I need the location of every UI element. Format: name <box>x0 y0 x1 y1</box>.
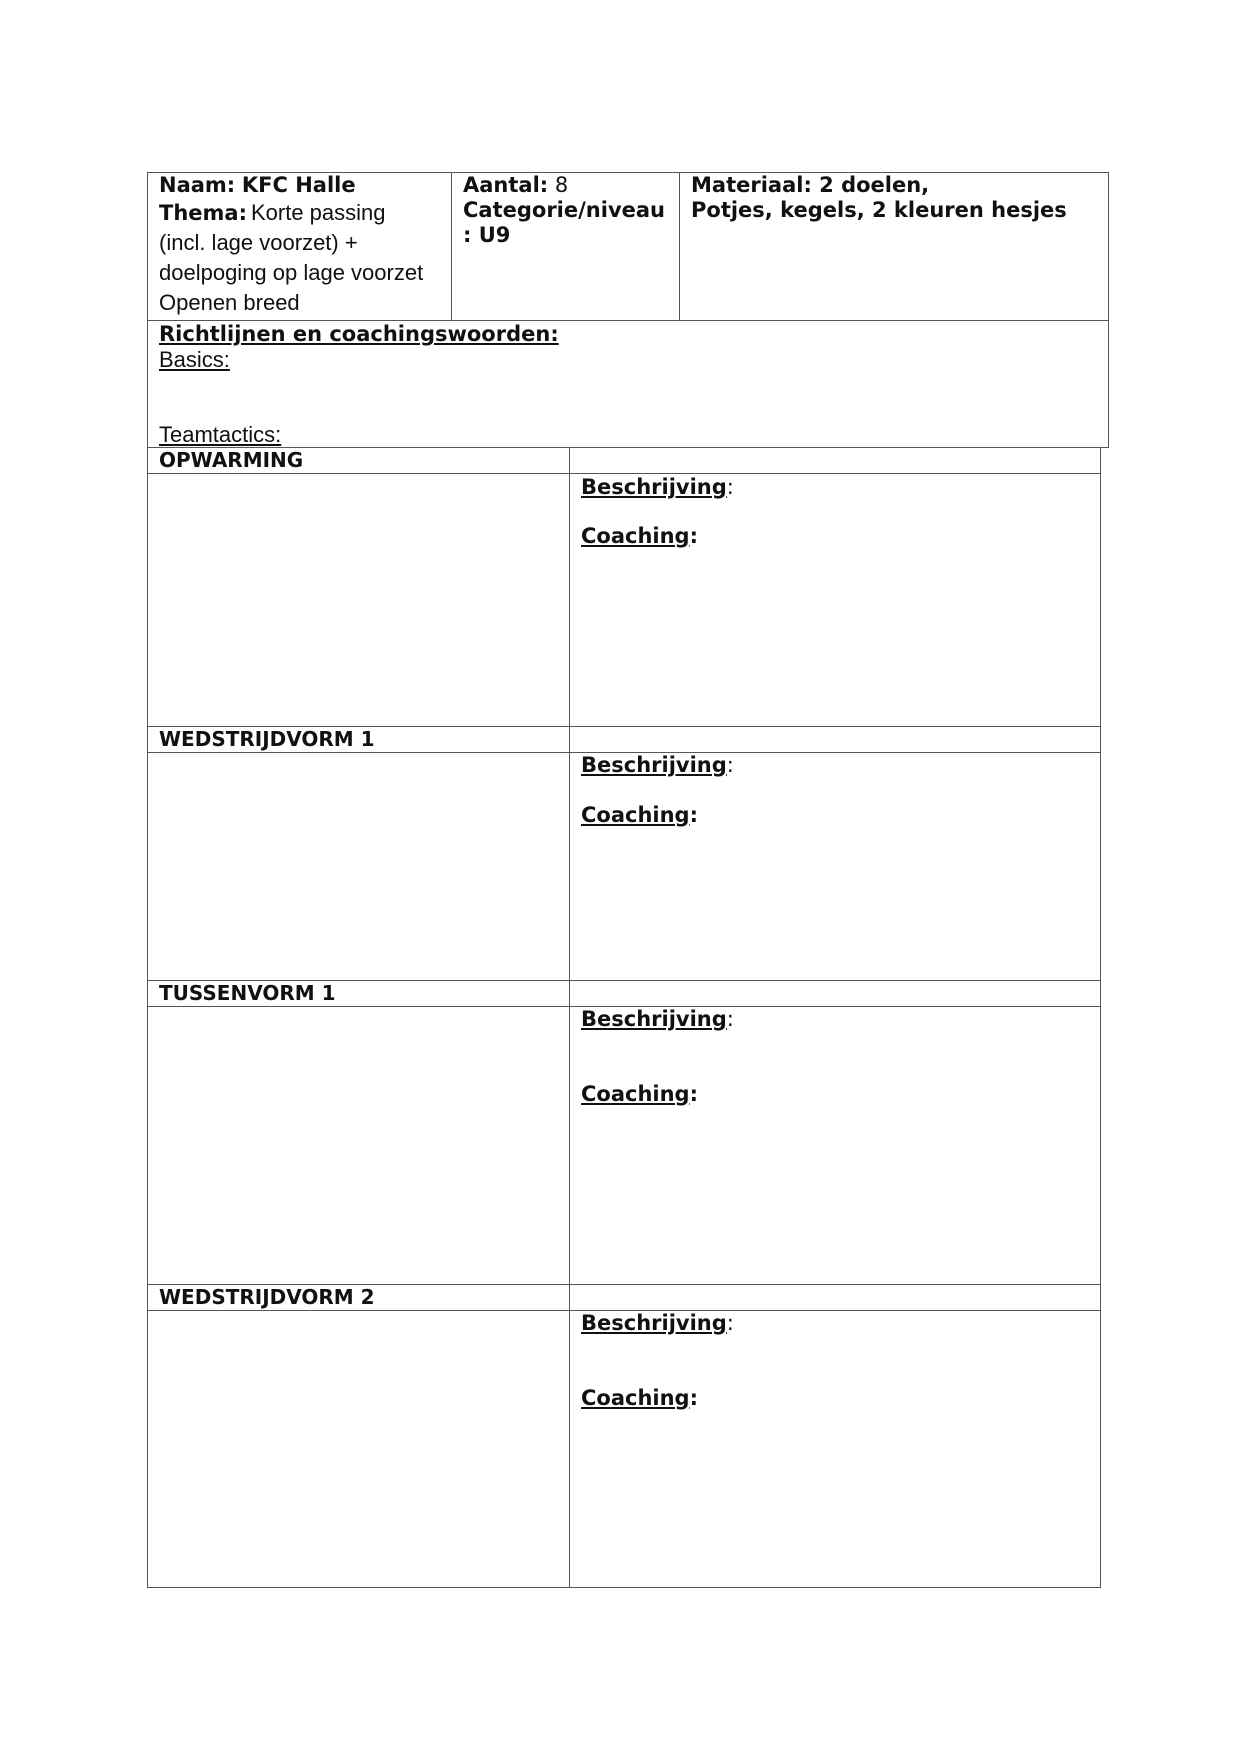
coaching-text: Coaching <box>581 524 690 548</box>
naam-value: KFC Halle <box>241 173 356 197</box>
beschrijving-label <box>581 475 734 499</box>
section-title-wedstrijdvorm-1: WEDSTRIJDVORM 1 <box>159 727 375 751</box>
coaching-text: Coaching <box>581 803 690 827</box>
section-header-right <box>569 726 1101 753</box>
section-title-tussenvorm-1: TUSSENVORM 1 <box>159 981 336 1005</box>
coaching-label <box>581 803 698 827</box>
materiaal-line-2: Potjes, kegels, 2 kleuren hesjes <box>691 198 1067 222</box>
section-description-area <box>569 473 1101 727</box>
section-diagram-area <box>147 473 570 727</box>
coaching-colon: : <box>689 524 698 548</box>
naam-label: Naam: <box>159 173 236 197</box>
beschrijving-text: Beschrijving <box>581 475 727 499</box>
section-header-right <box>569 447 1101 474</box>
beschrijving-label <box>581 1007 734 1031</box>
section-description-area <box>569 1006 1101 1285</box>
coaching-colon: : <box>689 1386 698 1410</box>
section-description-area <box>569 752 1101 981</box>
categorie-line-1: Categorie/niveau <box>463 198 665 222</box>
beschrijving-colon: : <box>726 1311 734 1335</box>
section-title-opwarming: OPWARMING <box>159 448 304 472</box>
thema-line-1: Korte passing <box>250 200 386 225</box>
coaching-colon: : <box>689 1082 698 1106</box>
thema-line-4: Openen breed <box>159 290 300 315</box>
beschrijving-label <box>581 1311 734 1335</box>
coaching-label <box>581 1386 698 1410</box>
aantal-label: Aantal: <box>463 173 549 197</box>
beschrijving-text: Beschrijving <box>581 753 727 777</box>
beschrijving-colon: : <box>726 1007 734 1031</box>
section-title-wedstrijdvorm-2: WEDSTRIJDVORM 2 <box>159 1285 375 1309</box>
section-diagram-area <box>147 1310 570 1588</box>
categorie-line-2: : U9 <box>463 223 511 247</box>
section-description-area <box>569 1310 1101 1588</box>
beschrijving-text: Beschrijving <box>581 1311 727 1335</box>
beschrijving-text: Beschrijving <box>581 1007 727 1031</box>
beschrijving-label <box>581 753 734 777</box>
naam-line <box>159 173 356 197</box>
coaching-label <box>581 1082 698 1106</box>
coaching-colon: : <box>689 803 698 827</box>
section-header-right <box>569 980 1101 1007</box>
thema-label: Thema: <box>159 201 247 225</box>
materiaal-line-1: Materiaal: 2 doelen, <box>691 173 930 197</box>
beschrijving-colon: : <box>726 753 734 777</box>
section-header-right <box>569 1284 1101 1311</box>
basics-label: Basics: <box>159 347 230 372</box>
thema-line-2: (incl. lage voorzet) + <box>159 230 358 255</box>
aantal-value: 8 <box>554 173 569 197</box>
thema-line <box>159 200 386 226</box>
thema-line-3: doelpoging op lage voorzet <box>159 260 424 285</box>
coaching-text: Coaching <box>581 1386 690 1410</box>
section-diagram-area <box>147 752 570 981</box>
section-diagram-area <box>147 1006 570 1285</box>
aantal-line <box>463 173 568 197</box>
coaching-label <box>581 524 698 548</box>
teamtactics-label: Teamtactics: <box>159 422 282 447</box>
beschrijving-colon: : <box>726 475 734 499</box>
coaching-text: Coaching <box>581 1082 690 1106</box>
guidelines-title: Richtlijnen en coachingswoorden: <box>159 322 559 346</box>
